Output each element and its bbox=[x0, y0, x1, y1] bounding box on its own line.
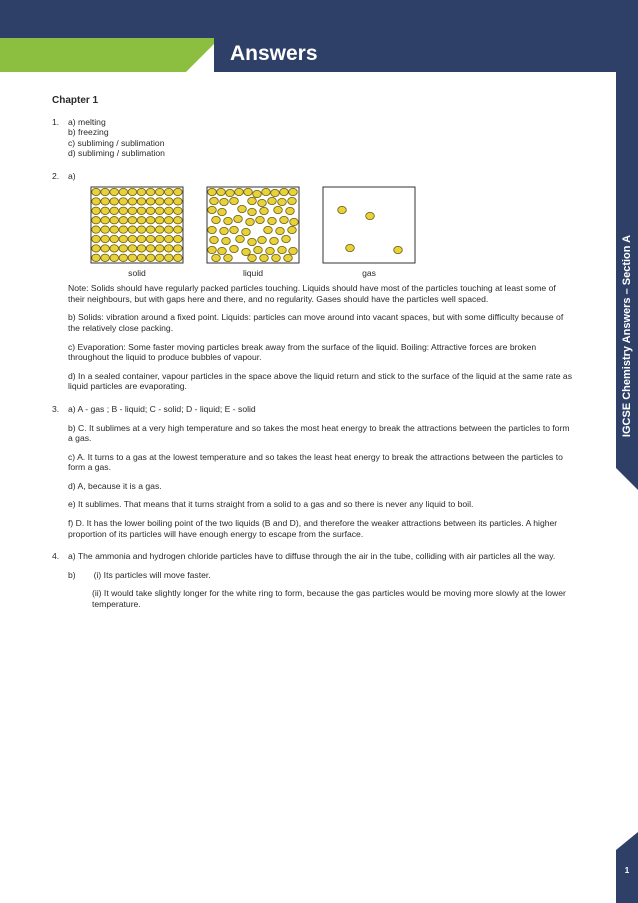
particle bbox=[276, 227, 285, 234]
particle bbox=[165, 235, 174, 242]
particle bbox=[146, 254, 155, 261]
particle bbox=[210, 197, 219, 204]
particle bbox=[290, 218, 299, 225]
answer-4b-label: b) bbox=[68, 569, 76, 580]
particle bbox=[280, 216, 289, 223]
particle bbox=[165, 216, 174, 223]
particle bbox=[110, 188, 119, 195]
particle bbox=[212, 216, 221, 223]
particle bbox=[278, 246, 287, 253]
particle bbox=[110, 244, 119, 251]
particle bbox=[280, 188, 289, 195]
answer-3a: a) A - gas ; B - liquid; C - solid; D - liquid; E - solid bbox=[68, 403, 256, 414]
particle bbox=[119, 244, 128, 251]
particle bbox=[155, 226, 164, 233]
particle bbox=[110, 226, 119, 233]
particle bbox=[165, 244, 174, 251]
particle bbox=[254, 246, 263, 253]
particle bbox=[286, 207, 295, 214]
particle bbox=[284, 254, 293, 261]
question-3 bbox=[52, 404, 572, 539]
particle bbox=[346, 244, 355, 251]
answer-2c: c) Evaporation: Some faster moving particles break away from the surface of the liquid. Boiling: Attractive forces are broken throughout the liquid to produce bubbles of vapour. bbox=[68, 341, 537, 363]
particle bbox=[253, 190, 262, 197]
particle bbox=[218, 247, 227, 254]
particle bbox=[119, 235, 128, 242]
particle bbox=[137, 216, 146, 223]
particle bbox=[218, 208, 227, 215]
answer-3c: c) A. It turns to a gas at the lowest temperature and so takes the least heat energy to break the attractions between the particles to form a gas. bbox=[68, 451, 563, 473]
particle bbox=[101, 197, 110, 204]
particle bbox=[230, 245, 239, 252]
particle bbox=[208, 226, 217, 233]
particle bbox=[92, 216, 101, 223]
particle bbox=[224, 217, 233, 224]
question-1 bbox=[52, 117, 572, 159]
particle bbox=[110, 216, 119, 223]
particle bbox=[92, 254, 101, 261]
particle bbox=[244, 188, 253, 195]
answer-1c: c) subliming / sublimation bbox=[68, 137, 165, 148]
particle bbox=[110, 197, 119, 204]
liquid-particles-image bbox=[206, 186, 300, 264]
particle bbox=[165, 226, 174, 233]
particle bbox=[146, 216, 155, 223]
particle bbox=[101, 235, 110, 242]
particle bbox=[288, 226, 297, 233]
particle bbox=[137, 226, 146, 233]
particle bbox=[260, 254, 269, 261]
particle bbox=[174, 216, 183, 223]
particle bbox=[208, 246, 217, 253]
particle bbox=[128, 235, 137, 242]
particle bbox=[92, 226, 101, 233]
particle bbox=[128, 226, 137, 233]
particle bbox=[119, 254, 128, 261]
particle bbox=[230, 226, 239, 233]
particle bbox=[282, 235, 291, 242]
particle bbox=[119, 197, 128, 204]
particle bbox=[128, 188, 137, 195]
particle bbox=[155, 254, 164, 261]
particle bbox=[128, 254, 137, 261]
particle bbox=[208, 188, 217, 195]
particle bbox=[174, 197, 183, 204]
particle bbox=[174, 235, 183, 242]
particle bbox=[128, 207, 137, 214]
particle bbox=[155, 216, 164, 223]
particle bbox=[101, 244, 110, 251]
particle bbox=[248, 208, 257, 215]
answer-4b-ii: (ii) It would take slightly longer for the white ring to form, because the gas particles would be moving more slowly at the lower temperature. bbox=[92, 588, 566, 610]
particle bbox=[224, 254, 233, 261]
particle bbox=[248, 254, 257, 261]
page-number: 1 bbox=[624, 866, 630, 875]
answer-1a: a) melting bbox=[68, 116, 106, 127]
particle bbox=[165, 254, 174, 261]
particle bbox=[92, 207, 101, 214]
particle bbox=[230, 197, 239, 204]
particle bbox=[155, 197, 164, 204]
answer-2-note: Note: Solids should have regularly packed particles touching. Liquids should have most of the particles touching at least some of their neighbours, but with gaps here and there, and no regularity. Gases should have the particles well spaced. bbox=[68, 283, 556, 304]
particle bbox=[242, 228, 251, 235]
answer-1b: b) freezing bbox=[68, 127, 109, 138]
particle bbox=[110, 207, 119, 214]
particle bbox=[146, 235, 155, 242]
particle bbox=[101, 207, 110, 214]
answer-1d: d) subliming / sublimation bbox=[68, 148, 165, 159]
particle bbox=[110, 254, 119, 261]
particle bbox=[101, 254, 110, 261]
question-4 bbox=[52, 551, 572, 609]
particle bbox=[92, 197, 101, 204]
particle bbox=[137, 188, 146, 195]
particle bbox=[266, 247, 275, 254]
particle bbox=[174, 226, 183, 233]
answer-3f: f) D. It has the lower boiling point of the two liquids (B and D), and therefore the weaker attractions between its particles. A higher proportion of its particles will have enough energy to escape from the surface. bbox=[68, 518, 558, 539]
question-number: 3. bbox=[52, 403, 60, 414]
accent-bar bbox=[0, 38, 186, 72]
answer-4b bbox=[68, 570, 572, 581]
particle bbox=[128, 244, 137, 251]
particle bbox=[146, 226, 155, 233]
answer-3d: d) A, because it is a gas. bbox=[68, 480, 162, 491]
answer-4b-i: (i) Its particles will move faster. bbox=[93, 569, 211, 580]
particle bbox=[222, 237, 231, 244]
gas-particles-image bbox=[322, 186, 416, 264]
particle bbox=[165, 197, 174, 204]
diagram-label: liquid bbox=[242, 267, 264, 278]
answer-2a-label: a) bbox=[68, 170, 76, 181]
particle bbox=[119, 226, 128, 233]
particle bbox=[128, 216, 137, 223]
diagram-label: gas bbox=[362, 267, 376, 278]
particle bbox=[238, 205, 247, 212]
page-tab-tip bbox=[616, 832, 638, 850]
particle bbox=[260, 207, 269, 214]
particle bbox=[174, 244, 183, 251]
particle bbox=[165, 207, 174, 214]
particle bbox=[155, 235, 164, 242]
question-number: 1. bbox=[52, 116, 60, 127]
top-banner bbox=[0, 0, 638, 38]
particle bbox=[258, 236, 267, 243]
particle bbox=[264, 226, 273, 233]
particle bbox=[248, 238, 257, 245]
solid-particles-image bbox=[90, 186, 184, 264]
particle bbox=[242, 248, 251, 255]
particle bbox=[366, 212, 375, 219]
answer-3b: b) C. It sublimes at a very high temperature and so takes the most heat energy to break the attractions between the particles to form a gas. bbox=[68, 422, 570, 444]
liquid-diagram bbox=[206, 186, 300, 279]
particle bbox=[137, 197, 146, 204]
particle bbox=[119, 188, 128, 195]
solid-diagram bbox=[90, 186, 184, 279]
particle bbox=[92, 188, 101, 195]
particle bbox=[137, 207, 146, 214]
particle bbox=[137, 254, 146, 261]
particle bbox=[220, 227, 229, 234]
side-tab-tip bbox=[616, 468, 638, 490]
question-number: 2. bbox=[52, 170, 60, 181]
particle bbox=[174, 188, 183, 195]
particle bbox=[92, 244, 101, 251]
particle bbox=[146, 197, 155, 204]
particle-diagrams bbox=[90, 186, 572, 279]
particle bbox=[208, 206, 217, 213]
particle bbox=[210, 236, 219, 243]
particle bbox=[128, 197, 137, 204]
particle bbox=[101, 226, 110, 233]
particle bbox=[235, 188, 244, 195]
particle bbox=[289, 247, 298, 254]
particle bbox=[174, 254, 183, 261]
particle bbox=[262, 188, 271, 195]
particle bbox=[220, 198, 229, 205]
particle bbox=[226, 189, 235, 196]
particle bbox=[278, 198, 287, 205]
particle bbox=[271, 189, 280, 196]
particle bbox=[101, 216, 110, 223]
particle bbox=[146, 188, 155, 195]
particle bbox=[137, 235, 146, 242]
particle bbox=[289, 188, 298, 195]
particle bbox=[155, 188, 164, 195]
answer-4a: a) The ammonia and hydrogen chloride particles have to diffuse through the air in the tube, colliding with air particles all the way. bbox=[68, 551, 556, 562]
question-2 bbox=[52, 171, 572, 392]
particle bbox=[92, 235, 101, 242]
particle bbox=[155, 207, 164, 214]
particle bbox=[268, 217, 277, 224]
particle bbox=[274, 206, 283, 213]
particle bbox=[246, 218, 255, 225]
particle bbox=[394, 246, 403, 253]
particle bbox=[270, 237, 279, 244]
particle bbox=[272, 254, 281, 261]
particle bbox=[258, 199, 267, 206]
particle bbox=[236, 235, 245, 242]
particle bbox=[110, 235, 119, 242]
particle bbox=[146, 207, 155, 214]
particle bbox=[165, 188, 174, 195]
particle bbox=[248, 197, 257, 204]
particle bbox=[119, 207, 128, 214]
particle bbox=[137, 244, 146, 251]
particle bbox=[256, 216, 265, 223]
particle bbox=[288, 197, 297, 204]
question-number: 4. bbox=[52, 551, 60, 562]
answer-2d: d) In a sealed container, vapour particles in the space above the liquid return and stick to the surface of the liquid at the same rate as liquid particles are evaporating. bbox=[68, 370, 572, 392]
answers-content bbox=[52, 96, 572, 610]
particle bbox=[119, 216, 128, 223]
particle bbox=[217, 188, 226, 195]
side-tab-label: IGCSE Chemistry Answers – Section A bbox=[621, 234, 633, 438]
particle bbox=[101, 188, 110, 195]
particle bbox=[212, 254, 221, 261]
chapter-heading: Chapter 1 bbox=[52, 95, 99, 106]
diagram-label: solid bbox=[128, 267, 146, 278]
particle bbox=[234, 215, 243, 222]
gas-diagram bbox=[322, 186, 416, 279]
answer-2b: b) Solids: vibration around a fixed point. Liquids: particles can move around into vacant spaces, but with some difficulty because of the relatively close packing. bbox=[68, 312, 564, 333]
particle bbox=[174, 207, 183, 214]
particle bbox=[146, 244, 155, 251]
particle bbox=[155, 244, 164, 251]
particle bbox=[268, 197, 277, 204]
page-title: Answers bbox=[230, 42, 318, 65]
answer-3e: e) It sublimes. That means that it turns straight from a solid to a gas and so there is never any liquid to boil. bbox=[68, 499, 474, 510]
particle bbox=[338, 206, 347, 213]
page-tab bbox=[616, 850, 638, 903]
